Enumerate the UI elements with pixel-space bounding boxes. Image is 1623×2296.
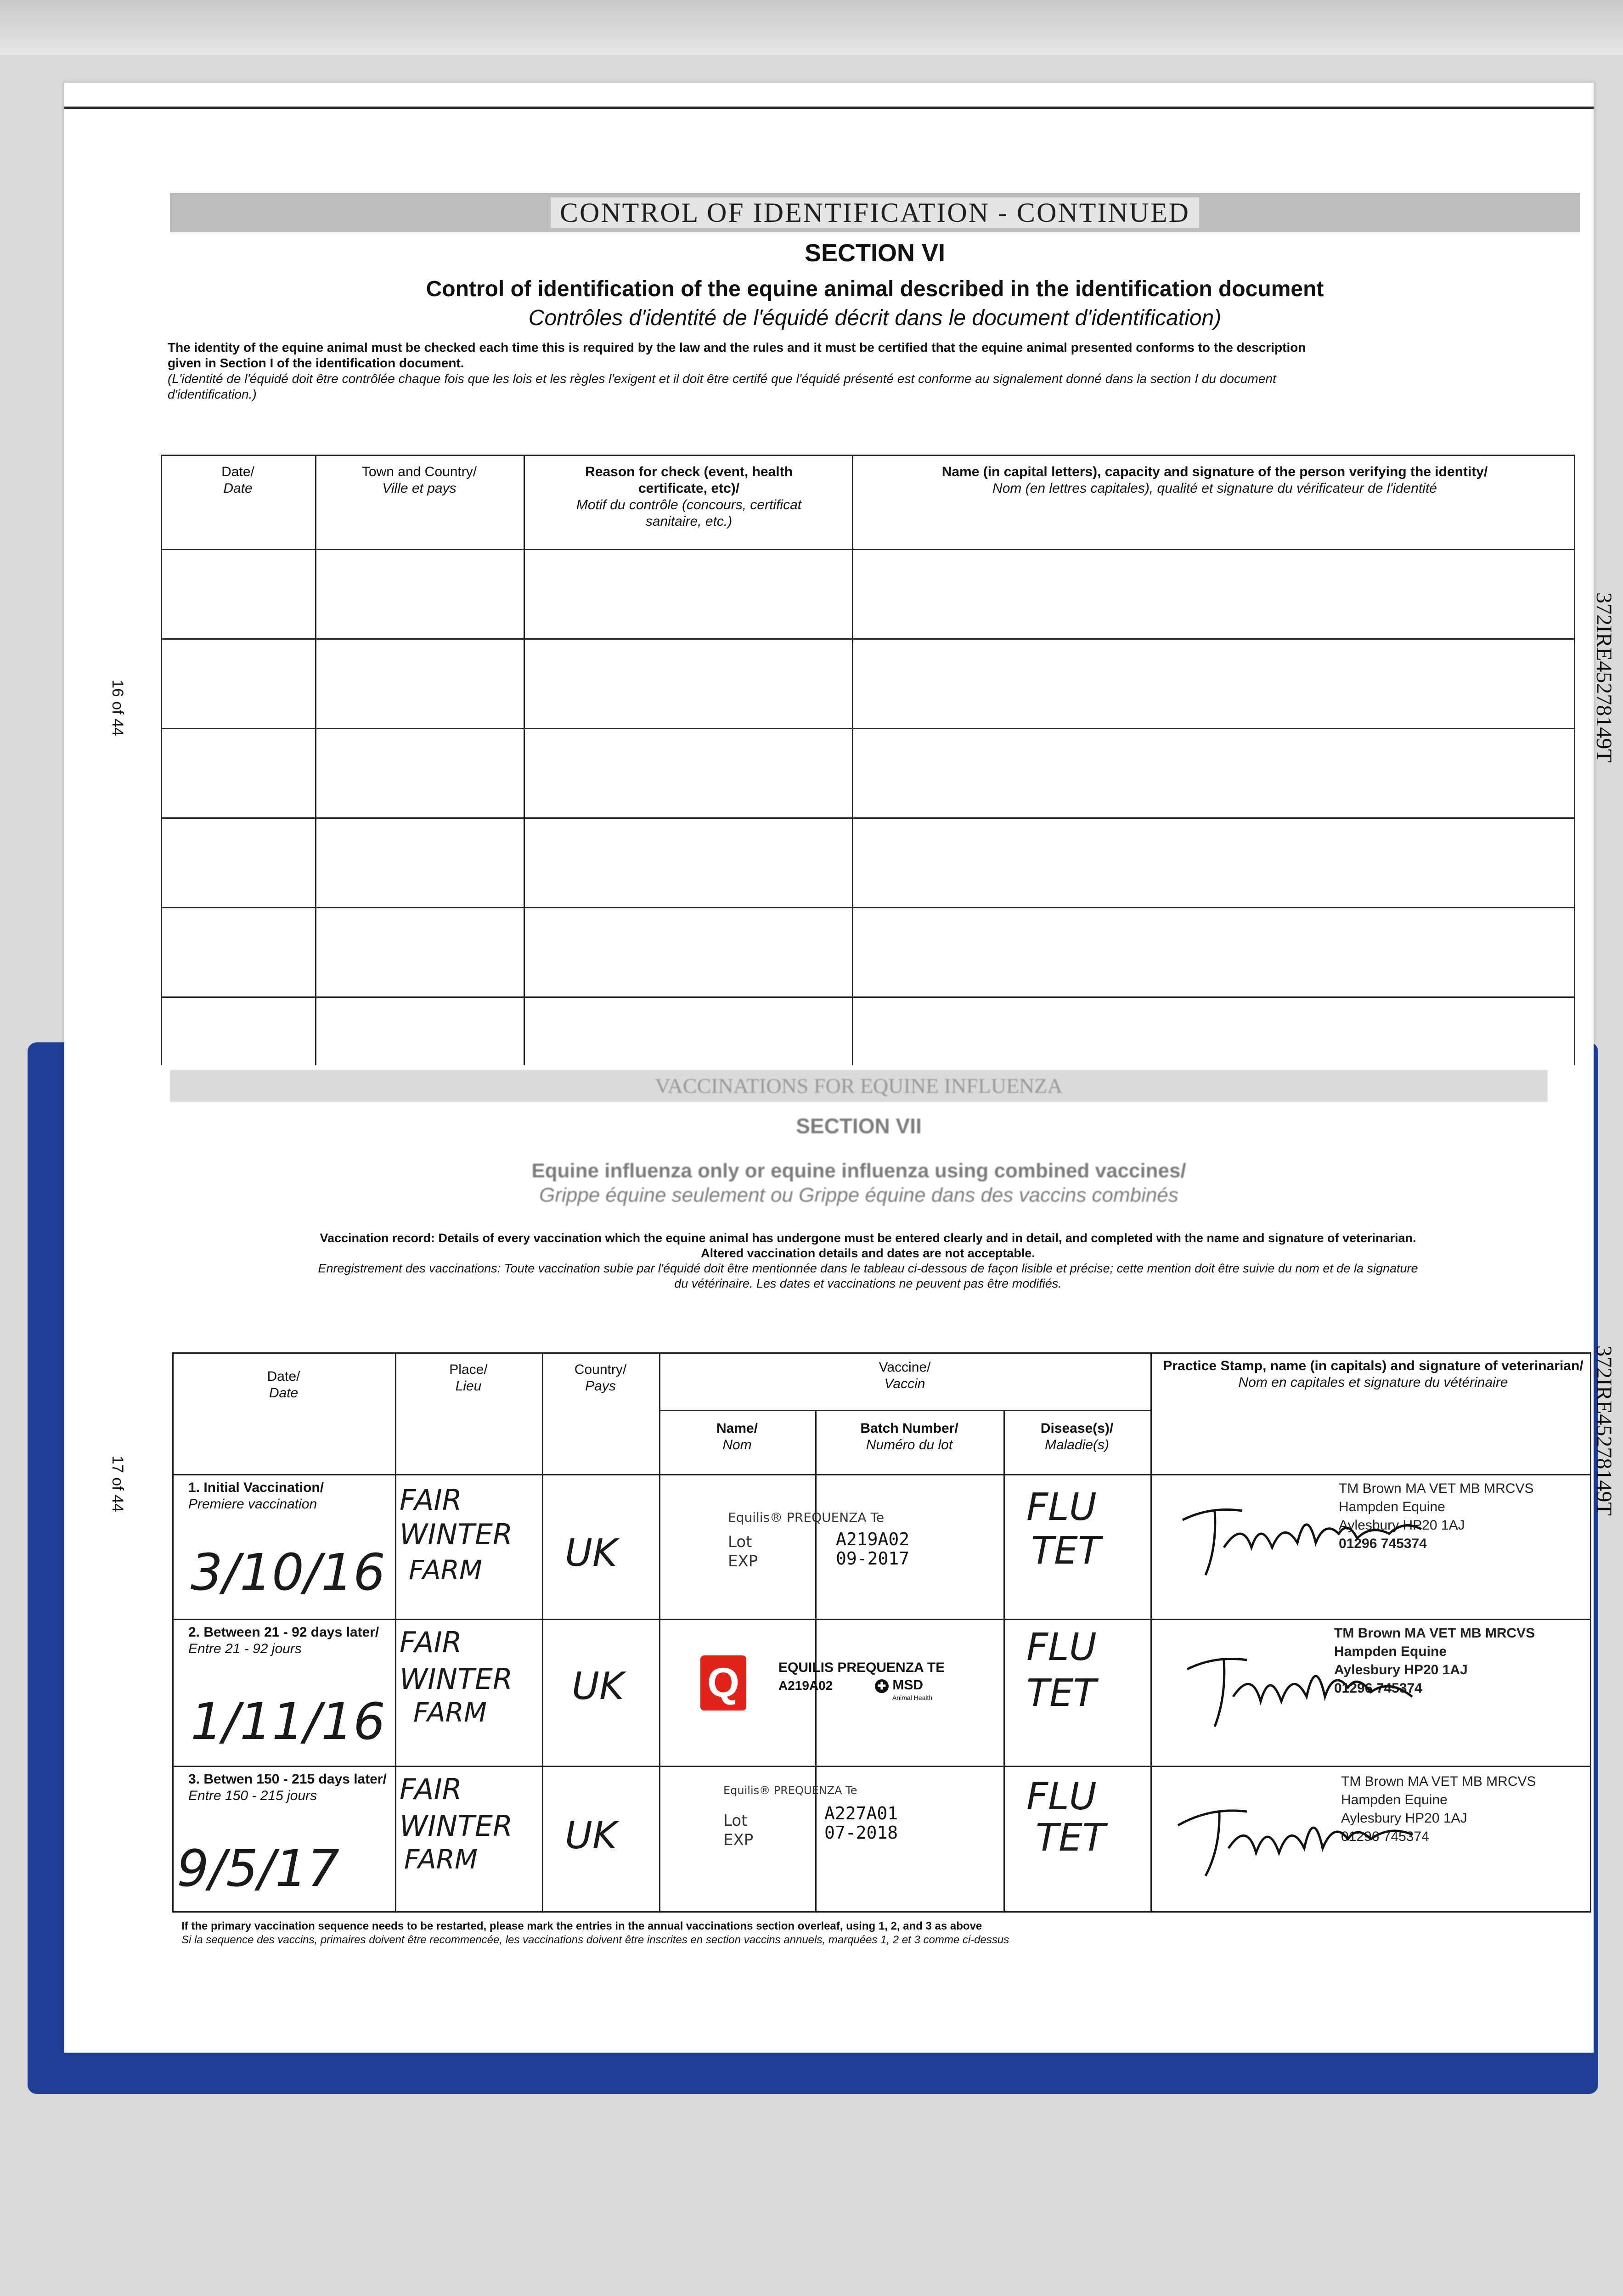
row1-vet-practice: Hampden Equine: [1339, 1499, 1445, 1514]
col-verifier-fr: Nom (en lettres capitales), qualité et signature du vérificateur de l'identité: [992, 481, 1437, 496]
row3-date: 9/5/17: [177, 1839, 340, 1898]
col-town: [320, 464, 519, 497]
col-verifier-en: Name (in capital letters), capacity and signature of the person verifying the identity/: [941, 464, 1488, 479]
vx-col-stamp-fr: Nom en capitales et signature du vétérinaire: [1238, 1375, 1508, 1390]
row1-place-1: FAIR: [400, 1483, 462, 1517]
col-reason-fr: Motif du contrôle (concours, certificat sanitaire, etc.): [576, 497, 802, 529]
row2-place-2: WINTER: [400, 1662, 513, 1696]
row2-place-1: FAIR: [400, 1626, 462, 1659]
side-code-top: 372IRE45278149T: [1592, 592, 1616, 763]
row2-lot: A219A02: [778, 1678, 833, 1693]
vx-col-batch-fr: Numéro du lot: [866, 1437, 953, 1452]
row3-exp-label: EXP: [723, 1831, 754, 1849]
vx-col-name-en: Name/: [716, 1421, 758, 1436]
row2-vet-practice: Hampden Equine: [1334, 1644, 1447, 1659]
section7-title: SECTION VII: [796, 1114, 922, 1138]
row1-exp: 09-2017: [836, 1548, 910, 1569]
row2-brand: [875, 1677, 923, 1693]
row3-vet-practice: Hampden Equine: [1341, 1792, 1448, 1807]
row3-vaccine-name: Equilis® PREQUENZA Te: [723, 1784, 857, 1797]
section6-table: [161, 455, 1575, 1065]
row3-label-fr: Entre 150 - 215 jours: [188, 1788, 317, 1803]
vx-col-place-en: Place/: [449, 1362, 488, 1377]
row2-brand-sub: Animal Health: [892, 1694, 933, 1701]
row2-place-3: FARM: [413, 1697, 487, 1728]
record-en-1: Vaccination record: Details of every vaccination which the equine animal has undergone must be entered clearly and in detail, and completed with the name and signature of veterinarian.: [320, 1231, 1416, 1245]
vx-col-country-en: Country/: [574, 1362, 627, 1377]
row3-lot: A227A01: [824, 1803, 898, 1823]
row2-brand-name: MSD: [892, 1677, 924, 1693]
row1-vet-phone: 01296 745374: [1339, 1536, 1427, 1551]
vx-col-batch-en: Batch Number/: [860, 1421, 958, 1436]
row2-vaccine-name: EQUILIS PREQUENZA TE: [778, 1660, 945, 1675]
banner-bottom: [170, 1070, 1548, 1102]
vaccination-row-1: [172, 1474, 1591, 1619]
vx-col-place-fr: Lieu: [455, 1379, 482, 1394]
vx-col-stamp: [1160, 1358, 1587, 1391]
vx-col-stamp-en: Practice Stamp, name (in capitals) and signature of veterinarian/: [1163, 1358, 1584, 1373]
row2-disease-2: TET: [1026, 1671, 1096, 1715]
footnote-en: If the primary vaccination sequence needs to be restarted, please mark the entries in the annual vaccinations section overleaf, using 1, 2, and 3 as above: [181, 1920, 982, 1932]
col-date-fr: Date: [223, 481, 253, 496]
section7-subtitle-en: Equine influenza only or equine influenza using combined vaccines/: [531, 1159, 1186, 1182]
row1-signature: [1173, 1492, 1431, 1584]
col-date-en: Date/: [221, 464, 254, 479]
vx-col-date-en: Date/: [267, 1369, 300, 1384]
row2-label: [188, 1624, 390, 1657]
vx-col-vaccine-fr: Vaccin: [884, 1376, 925, 1391]
vx-col-disease-fr: Maladie(s): [1044, 1437, 1110, 1452]
vaccination-table: [172, 1352, 1591, 1913]
row1-label: [188, 1480, 390, 1513]
section6-subtitle-en: Control of identification of the equine animal described in the identification document: [426, 277, 1324, 301]
record-en-2: Altered vaccination details and dates are not acceptable.: [701, 1246, 1035, 1260]
row1-lot-label: Lot: [728, 1533, 752, 1551]
section6-title: SECTION VI: [804, 239, 946, 267]
section6-intro: [168, 340, 1573, 402]
intro-en-2: given in Section I of the identification document.: [168, 356, 464, 370]
row3-signature: [1169, 1789, 1426, 1880]
vaccination-row-3: [172, 1766, 1591, 1911]
row3-vet-phone: 01296 745374: [1341, 1829, 1429, 1844]
row3-place-3: FARM: [404, 1844, 478, 1875]
row3-exp: 07-2018: [824, 1823, 898, 1843]
row1-disease-1: FLU: [1026, 1486, 1097, 1529]
row1-lot: A219A02: [836, 1529, 910, 1549]
row2-date: 1/11/16: [191, 1692, 386, 1751]
col-town-fr: Ville et pays: [382, 481, 456, 496]
row1-date: 3/10/16: [191, 1543, 386, 1602]
row3-place-1: FAIR: [400, 1773, 462, 1806]
vx-col-place: [400, 1362, 537, 1395]
row1-place-2: WINTER: [400, 1518, 513, 1551]
col-verifier: [859, 464, 1571, 497]
record-fr-1: Enregistrement des vaccinations: Toute vaccination subie par l'équidé doit être mentionnée dans le tableau ci-dessous de façon lisible et précise; cette mention doit être suivie du nom et de la signature: [318, 1261, 1418, 1275]
vx-col-name-fr: Nom: [722, 1437, 752, 1452]
row3-label-en: 3. Betwen 150 - 215 days later/: [188, 1772, 387, 1787]
row1-label-en: 1. Initial Vaccination/: [188, 1480, 324, 1495]
row2-vet-name: TM Brown MA VET MB MRCVS: [1334, 1626, 1535, 1641]
vx-col-name: [664, 1420, 811, 1453]
vx-col-vaccine-en: Vaccine/: [879, 1360, 931, 1375]
col-date: [165, 464, 310, 497]
section6-subtitle-fr: Contrôles d'identité de l'équidé décrit dans le document d'identification): [528, 306, 1222, 330]
row1-disease-2: TET: [1031, 1529, 1101, 1573]
vx-col-batch: [820, 1420, 999, 1453]
vaccination-record-note: [158, 1231, 1578, 1291]
vx-col-country: [547, 1362, 654, 1395]
footnote-fr: Si la sequence des vaccins, primaires doivent être recommencée, les vaccinations doivent être inscrites en section vaccins annuels, marquées 1, 2 et 3 comme ci-dessus: [181, 1934, 1009, 1946]
row3-country: UK: [565, 1814, 617, 1857]
intro-fr-1: (L'identité de l'équidé doit être contrôlée chaque fois que les lois et les règles l'exigent et il doit être certifé que l'équidé présenté est conforme au signalement donné dans la section I du document: [168, 371, 1276, 386]
row3-label: [188, 1771, 390, 1804]
row3-place-2: WINTER: [400, 1809, 513, 1843]
vaccine-brand-logo: Q: [700, 1655, 746, 1711]
row2-country: UK: [572, 1665, 624, 1708]
row2-vet-phone: 01296 745374: [1334, 1681, 1422, 1696]
row1-vaccine-name: Equilis® PREQUENZA Te: [728, 1510, 885, 1525]
page-number-top: 16 of 44: [109, 680, 126, 736]
top-rule: [64, 107, 1594, 109]
row2-vet-town: Aylesbury HP20 1AJ: [1334, 1662, 1468, 1677]
row3-disease-2: TET: [1036, 1816, 1105, 1860]
row1-exp-label: EXP: [728, 1552, 758, 1570]
side-code-bottom: 372IRE45278149T: [1592, 1345, 1616, 1516]
intro-en-1: The identity of the equine animal must be checked each time this is required by the law and the rules and it must be certified that the equine animal presented conforms to the description: [168, 340, 1306, 355]
page-number-bottom: 17 of 44: [109, 1456, 126, 1512]
vaccination-row-2: [172, 1619, 1591, 1766]
banner-top-label: CONTROL OF IDENTIFICATION - CONTINUED: [551, 197, 1199, 228]
row3-vet-town: Aylesbury HP20 1AJ: [1341, 1811, 1467, 1826]
vx-col-vaccine: [664, 1359, 1146, 1392]
col-reason: [556, 464, 822, 530]
banner-bottom-label: VACCINATIONS FOR EQUINE INFLUENZA: [655, 1074, 1063, 1097]
banner-top: [170, 193, 1580, 232]
row1-label-fr: Premiere vaccination: [188, 1497, 317, 1512]
vx-col-disease: [1008, 1420, 1146, 1453]
row2-signature: [1173, 1642, 1431, 1733]
col-reason-en: Reason for check (event, health certificate, etc)/: [585, 464, 793, 496]
col-town-en: Town and Country/: [361, 464, 477, 479]
scan-margin: [0, 0, 1623, 55]
row1-vet-town: Aylesbury HP20 1AJ: [1339, 1518, 1465, 1533]
section7-subtitle-fr: Grippe équine seulement ou Grippe équine dans des vaccins combinés: [539, 1184, 1178, 1206]
msd-icon: ✚: [875, 1679, 889, 1693]
vx-col-date-fr: Date: [269, 1385, 299, 1401]
row3-disease-1: FLU: [1026, 1775, 1097, 1818]
row2-label-fr: Entre 21 - 92 jours: [188, 1641, 302, 1656]
row2-disease-1: FLU: [1026, 1626, 1097, 1669]
intro-fr-2: d'identification.): [168, 387, 257, 401]
vx-col-disease-en: Disease(s)/: [1040, 1421, 1114, 1436]
table-footnote: [181, 1919, 1559, 1947]
row1-country: UK: [565, 1531, 617, 1575]
row2-label-en: 2. Between 21 - 92 days later/: [188, 1625, 379, 1640]
row1-place-3: FARM: [409, 1554, 482, 1586]
record-fr-2: du vétérinaire. Les dates et vaccinations ne peuvent pas être modifiés.: [674, 1277, 1062, 1290]
row3-lot-label: Lot: [723, 1812, 748, 1830]
row3-vet-name: TM Brown MA VET MB MRCVS: [1341, 1774, 1536, 1789]
vx-col-country-fr: Pays: [585, 1379, 616, 1394]
row1-vet-name: TM Brown MA VET MB MRCVS: [1339, 1481, 1534, 1496]
vx-col-date: [177, 1368, 390, 1401]
